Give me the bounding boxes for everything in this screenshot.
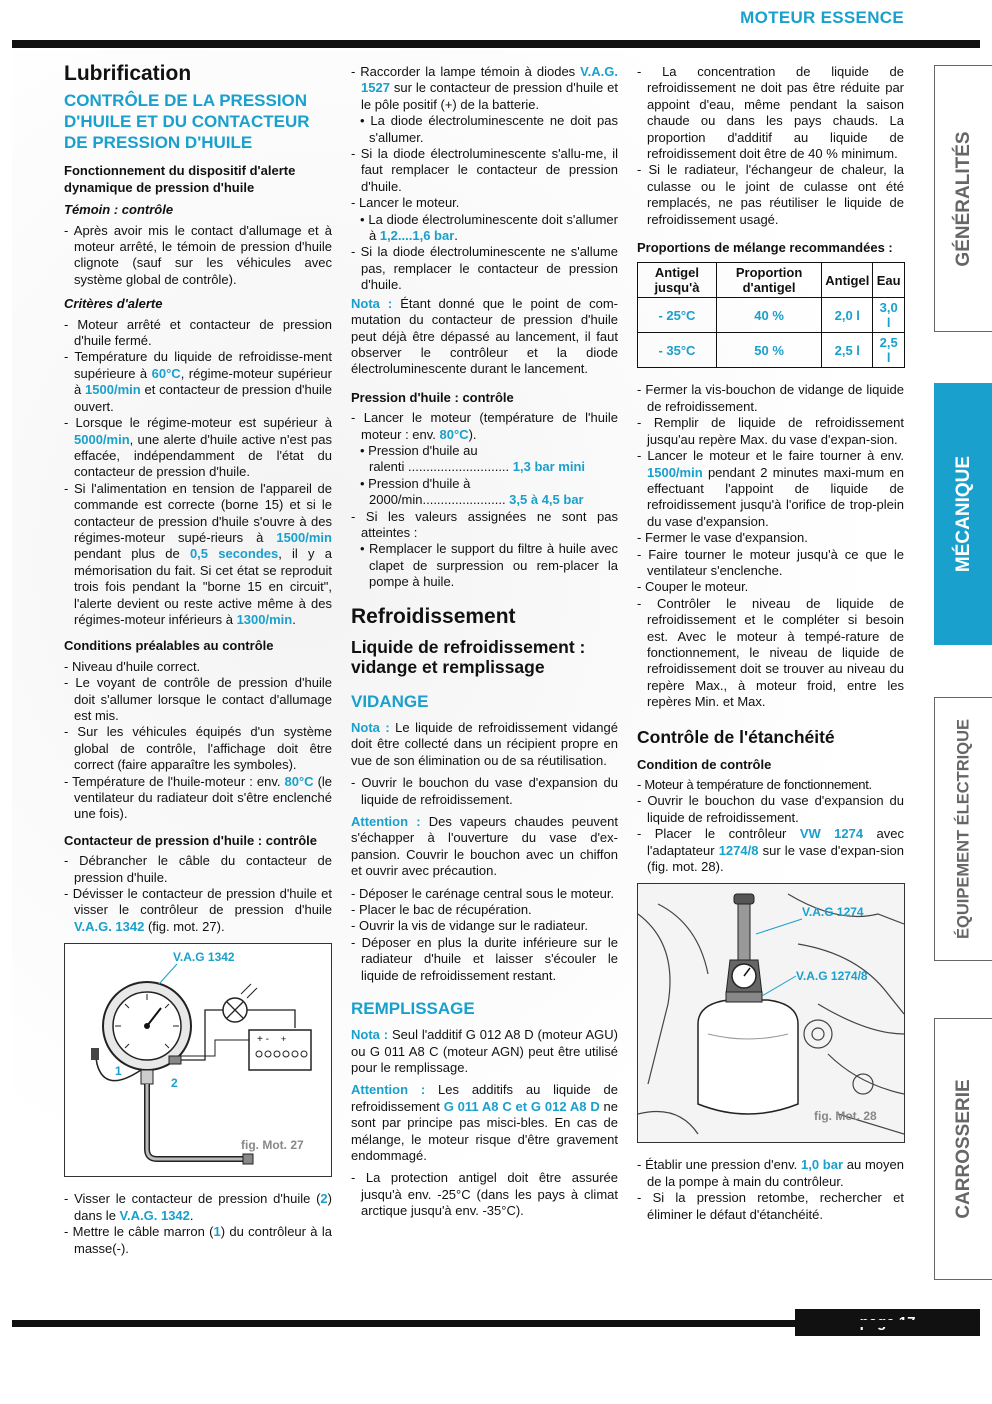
svg-text:+ -: + - <box>257 1034 269 1046</box>
figure-label-vag1274: V.A.G 1274 <box>802 905 864 920</box>
heading-liquide: Liquide de refroidissement : vidange et remplissage <box>351 637 586 677</box>
section-title: MOTEUR ESSENCE <box>740 8 904 27</box>
list-item: - Si l'alimentation en tension de l'appareil de commande est correcte (borne 15) et si le contacteur de pression d'huile s'ouvre à des régimes-moteur supé-rieurs à 1500/min pendant plus de 0,5 secondes, il y a mémorisation du fait. Si cet état se reproduit trois fois pendant la "borne 15 en circuit", l'alerte devient ou reste active même à des régimes-moteur inférieurs à 1300/min. <box>64 480 332 627</box>
bottom-rule <box>12 1320 980 1327</box>
list-item: - Raccorder la lampe témoin à diodes V.A.G. 1527 sur le contacteur de pression d'huile et le pôle positif (+) de la batterie. <box>351 64 618 112</box>
list-item: - Lorsque le régime-moteur est supérieur à 5000/min, une alerte d'huile active n'est pas effacée, indépendamment de l'état du contacteur de pression d'huile. <box>64 415 332 480</box>
column-3 <box>637 64 904 1223</box>
figure-mot-27 <box>64 943 332 1177</box>
warning: Attention : Des vapeurs chaudes peuvent s'échapper à l'ouverture du vase d'ex-pansion. Couvrir le bouchon avec un chiffon et ouvrir avec précaution. <box>351 814 618 879</box>
list-item: - Si la pression retombe, rechercher et éliminer le défaut d'étanchéité. <box>637 1190 904 1222</box>
figure-label-vag1342: V.A.G 1342 <box>173 950 235 965</box>
tab-carrosserie[interactable] <box>934 1018 992 1280</box>
heading-lubrification: Lubrification <box>64 62 192 85</box>
heading-refroidissement: Refroidissement <box>351 604 516 628</box>
tab-equipement-electrique[interactable] <box>934 697 992 961</box>
note: Nota : Seul l'additif G 012 A8 D (moteur AGU) ou G 011 A8 C (moteur AGN) peut être utilisé pour le remplissage. <box>351 1027 618 1075</box>
heading-fonctionnement: Fonctionnement du dispositif d'alerte dynamique de pression d'huile <box>64 163 296 195</box>
heading-pression-huile: Pression d'huile : contrôle <box>351 389 514 405</box>
list-item: - Le voyant de contrôle de pression d'huile doit s'allumer lorsque le contact d'allumage est mis. <box>64 675 332 723</box>
list-item: - Fermer la vis-bouchon de vidange de liquide de refroidissement. <box>637 382 904 414</box>
tab-generalites[interactable] <box>934 65 992 332</box>
list-item: - Lancer le moteur. <box>351 195 460 211</box>
list-item: - Température du liquide de refroidisse-ment supérieure à 60°C, régime-moteur supérieur à 1500/min et contacteur de pression d'huile ouvert. <box>64 349 332 414</box>
tab-label: GÉNÉRALITÉS <box>953 130 974 267</box>
list-item: - Déposer en plus la durite inférieure sur le radiateur d'huile et laisser s'écouler le liquide de refroidissement restant. <box>351 934 618 983</box>
heading-contacteur: Contacteur de pression d'huile : contrôle <box>64 832 318 848</box>
heading-temoin: Témoin : contrôle <box>64 202 174 218</box>
heading-etancheite: Contrôle de l'étanchéité <box>637 726 835 747</box>
heading-conditions: Conditions préalables au contrôle <box>64 638 274 654</box>
list-item: - Après avoir mis le contact d'allumage et à moteur arrêté, le témoin de pression d'huile clignote (sauf sur les véhicules avec système global de contrôle). <box>64 222 332 287</box>
heading-remplissage: REMPLISSAGE <box>351 999 475 1019</box>
table-header: Antigel jusqu'à <box>638 263 717 298</box>
figure-callout-1: 1 <box>115 1064 122 1079</box>
table-header: Eau <box>873 263 905 298</box>
tab-mecanique[interactable] <box>934 383 992 645</box>
table-cell: - 25°C <box>638 298 717 333</box>
list-item: - Lancer le moteur et le faire tourner à env. 1500/min pendant 2 minutes maxi-mum en effectuant l'appoint de liquide de refroidissement jusqu'à l'orifice de trop-plein du vase d'expansion. <box>637 448 904 529</box>
list-item: - Couper le moteur. <box>637 579 749 595</box>
table-cell: 40 % <box>716 298 821 333</box>
list-item: - Ouvrir la vis de vidange sur le radiateur. <box>351 918 589 934</box>
top-rule <box>12 40 980 48</box>
list-item: - Température de l'huile-moteur : env. 80°C (le ventilateur du radiateur doit s'être enclenché une fois). <box>64 773 333 822</box>
list-item: - Faire tourner le moteur jusqu'à ce que le ventilateur s'enclenche. <box>637 546 904 578</box>
list-item: - Débrancher le câble du contacteur de pression d'huile. <box>64 853 332 885</box>
oil-pressure-tester-illustration <box>65 944 331 1176</box>
list-item: - Niveau d'huile correct. <box>64 658 201 674</box>
list-item: - La protection antigel doit être assurée jusqu'à env. -25°C (dans les pays à climat arctique jusqu'à env. -35°C). <box>351 1170 618 1219</box>
list-subitem: • Pression d'huile à <box>360 475 471 491</box>
figure-mot-28 <box>637 883 905 1143</box>
svg-text:+: + <box>281 1034 287 1045</box>
list-item: - Moteur arrêté et contacteur de pression d'huile fermé. <box>64 316 332 349</box>
list-subitem: • La diode électroluminescente ne doit pas s'allumer. <box>360 113 618 145</box>
list-item: - Lancer le moteur (température de l'huile moteur : env. 80°C). <box>351 410 618 442</box>
list-subitem-value: ralenti ............................ 1,3 bar mini <box>369 459 586 475</box>
table-cell: 2,0 l <box>822 298 873 333</box>
heading-condition: Condition de contrôle <box>637 756 772 772</box>
heading-proportions: Proportions de mélange recommandées : <box>637 240 893 256</box>
list-item: - Sur les véhicules équipés d'un système global de contrôle, l'affichage doit être correct (faire apparaître les symboles). <box>64 724 332 773</box>
list-item: - Placer le bac de récupération. <box>351 902 532 918</box>
table-row <box>638 298 905 333</box>
list-item: - Établir une pression d'env. 1,0 bar au moyen de la pompe à main du contrôleur. <box>637 1157 904 1189</box>
list-item: - Ouvrir le bouchon du vase d'expansion du liquide de refroidissement. <box>637 793 904 825</box>
list-subitem-value: 2000/min....................... 3,5 à 4,5 bar <box>369 492 584 508</box>
table-cell: 3,0 l <box>873 298 905 333</box>
warning: Attention : Les additifs au liquide de refroidissement G 011 A8 C et G 012 A8 D ne sont par principe pas misci-bles. En cas de mélange, le moteur risque d'être gravement endommagé. <box>351 1082 618 1163</box>
list-item: - Remplir de liquide de refroidissement jusqu'au repère Max. du vase d'expan-sion. <box>637 415 904 447</box>
list-item: - Dévisser le contacteur de pression d'huile et visser le contrôleur de pression d'huile V.A.G. 1342 (fig. mot. 27). <box>64 886 332 934</box>
figure-caption: fig. Mot. 28 <box>814 1109 877 1124</box>
table-cell: 2,5 l <box>873 333 905 368</box>
list-item: - Fermer le vase d'expansion. <box>637 530 808 546</box>
table-cell: 50 % <box>716 333 821 368</box>
heading-criteres: Critères d'alerte <box>64 296 163 312</box>
tab-label: CARROSSERIE <box>953 1079 974 1219</box>
list-item: - Si la diode électroluminescente s'allu-me, il faut remplacer le contacteur de pression d'huile. <box>351 146 618 194</box>
list-item: - Si le radiateur, l'échangeur de chaleur, la culasse ou le joint de culasse ont été remplacés, ne pas réutiliser le liquide de refroidissement usagé. <box>637 162 904 227</box>
table-row <box>638 333 905 368</box>
list-item: - Moteur à température de fonctionnement. <box>637 777 872 792</box>
list-subitem: • La diode électroluminescente doit s'allumer à 1,2....1,6 bar. <box>360 211 618 244</box>
column-1 <box>64 64 332 1257</box>
tab-label: MÉCANIQUE <box>953 455 974 573</box>
list-subitem: • Pression d'huile au <box>360 442 478 458</box>
note: Nota : Étant donné que le point de com-mutation du contacteur de pression d'huile peut déjà être dépassé au lancement, il faut observer le contrôleur et la diode électroluminescente durant le lancement. <box>351 295 618 377</box>
table-header: Antigel <box>822 263 873 298</box>
list-item: - Ouvrir le bouchon du vase d'expansion du liquide de refroidissement. <box>351 775 618 807</box>
figure-callout-2: 2 <box>171 1076 178 1091</box>
list-item: - Visser le contacteur de pression d'huile (2) dans le V.A.G. 1342. <box>64 1191 332 1223</box>
column-2 <box>351 64 618 1220</box>
tab-label: ÉQUIPEMENT ÉLECTRIQUE <box>954 718 973 940</box>
list-subitem: • Remplacer le support du filtre à huile avec clapet de surpression ou rem-placer la pompe à huile. <box>360 541 618 590</box>
heading-vidange: VIDANGE <box>351 692 429 711</box>
list-item: - La concentration de liquide de refroidissement ne doit pas être réduite par appoint d'eau, même pendant la saison chaude ou dans les pays chauds. La proportion d'additif au liquide de refroidissement doit être de 40 % minimum. <box>637 64 904 162</box>
table-cell: 2,5 l <box>822 333 873 368</box>
figure-label-vag1274-8: V.A.G 1274/8 <box>796 969 868 984</box>
list-item: - Placer le contrôleur VW 1274 avec l'adaptateur 1274/8 sur le vase d'expan-sion (fig. mot. 28). <box>637 826 904 875</box>
table-header-row <box>638 263 905 298</box>
list-item: - Mettre le câble marron (1) du contrôleur à la masse(-). <box>64 1224 332 1256</box>
subheading-controle-pression: CONTRÔLE DE LA PRESSION D'HUILE ET DU CONTACTEUR DE PRESSION D'HUILE <box>64 91 310 153</box>
table-cell: - 35°C <box>638 333 717 368</box>
cooling-system-tester-illustration <box>638 884 904 1142</box>
note: Nota : Le liquide de refroidissement vidangé doit être collecté dans un récipient propre en vue de son élimination ou de sa réutilisation. <box>351 720 618 768</box>
table-header: Proportion d'antigel <box>716 263 821 298</box>
list-item: - Si les valeurs assignées ne sont pas atteintes : <box>351 508 618 540</box>
list-item: - Déposer le carénage central sous le moteur. <box>351 885 615 901</box>
mixture-table <box>637 262 905 368</box>
list-item: - Si la diode électroluminescente ne s'allume pas, remplacer le contacteur de pression d'huile. <box>351 244 618 293</box>
list-item: - Contrôler le niveau de liquide de refroidissement et le compléter si besoin est. Avec le moteur à tempé-rature de fonctionnement, le niveau de liquide de refroidissement doit se trouver au niveau du repère Max., à moteur froid, entre les repères Min. et Max. <box>637 595 904 710</box>
figure-caption: fig. Mot. 27 <box>241 1138 304 1153</box>
